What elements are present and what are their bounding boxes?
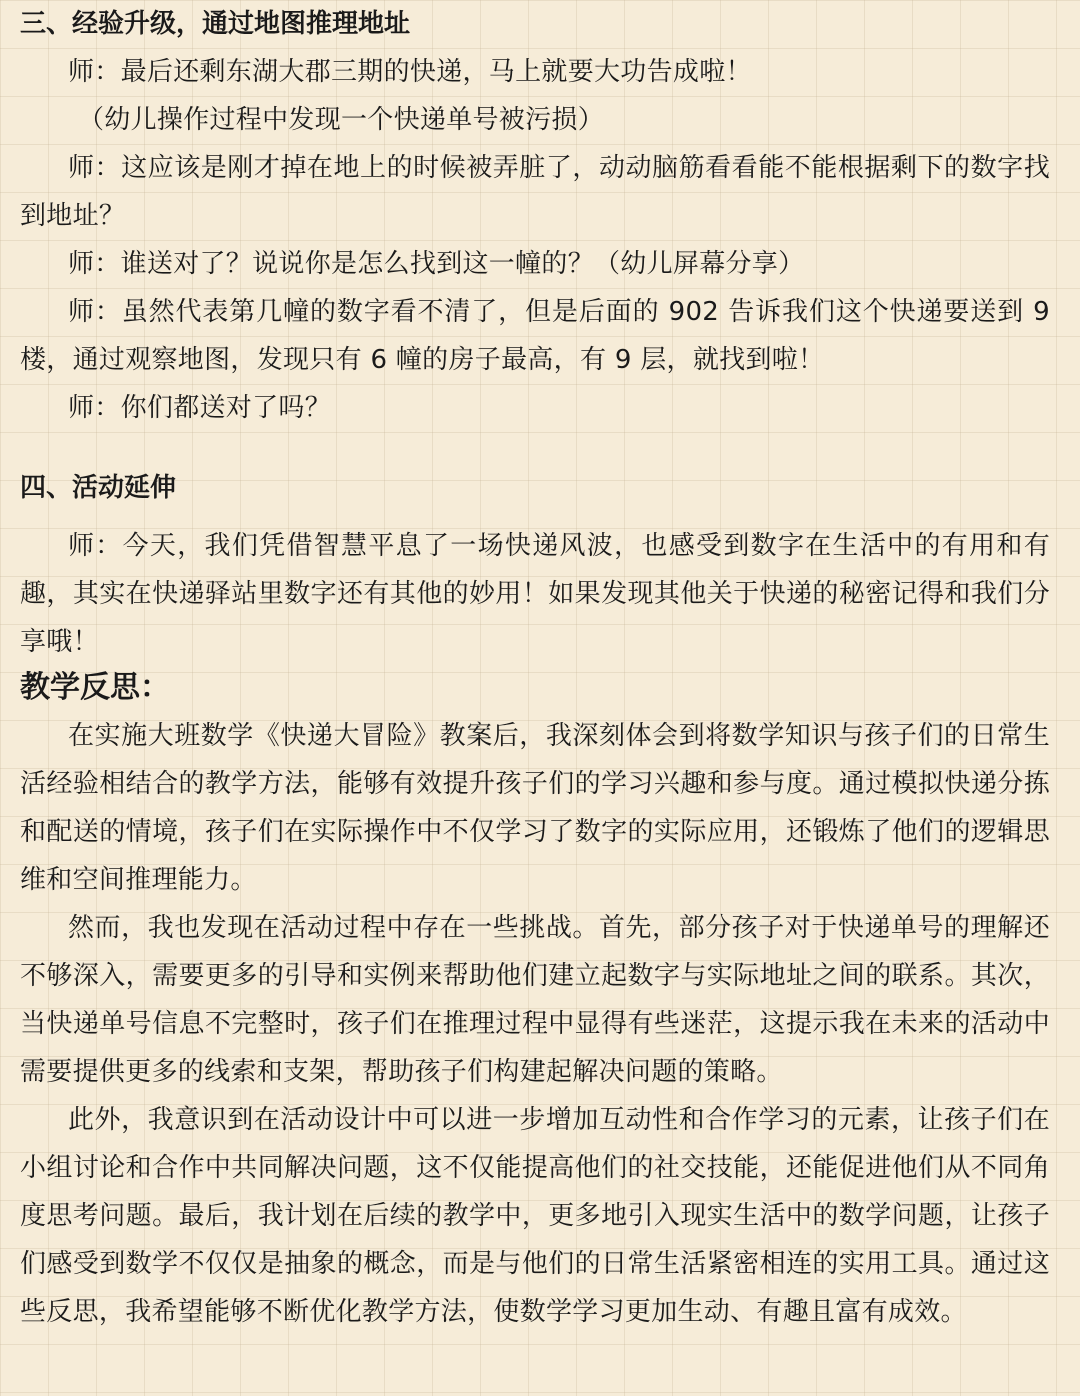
section-3-paragraph: 师：这应该是刚才掉在地上的时候被弄脏了，动动脑筋看看能不能根据剩下的数字找到地址？	[20, 153, 1050, 231]
reflection-title: 教学反思：	[20, 670, 170, 705]
section-3-paragraph: 师：最后还剩东湖大郡三期的快递，马上就要大功告成啦！	[68, 57, 752, 87]
section-4-paragraph: 师：今天，我们凭借智慧平息了一场快递风波，也感受到数字在生活中的有用和有趣，其实在快递驿站里数字还有其他的妙用！如果发现其他关于快递的秘密记得和我们分享哦！	[20, 531, 1050, 657]
section-4-heading: 四、活动延伸	[20, 473, 177, 503]
reflection-paragraph: 然而，我也发现在活动过程中存在一些挑战。首先，部分孩子对于快递单号的理解还不够深入，需要更多的引导和实例来帮助他们建立起数字与实际地址之间的联系。其次，当快递单号信息不完整时，孩子们在推理过程中显得有些迷茫，这提示我在未来的活动中需要提供更多的线索和支架，帮助孩子们构建起解决问题的策略。	[20, 913, 1050, 1087]
section-3-paragraph: 师：谁送对了？说说你是怎么找到这一幢的？（幼儿屏幕分享）	[68, 249, 805, 279]
reflection-paragraph: 在实施大班数学《快递大冒险》教案后，我深刻体会到将数学知识与孩子们的日常生活经验相结合的教学方法，能够有效提升孩子们的学习兴趣和参与度。通过模拟快递分拣和配送的情境，孩子们在实际操作中不仅学习了数字的实际应用，还锻炼了他们的逻辑思维和空间推理能力。	[20, 721, 1050, 895]
section-3-heading: 三、经验升级，通过地图推理地址	[20, 9, 411, 39]
section-3-paragraph: 师：虽然代表第几幢的数字看不清了，但是后面的 902 告诉我们这个快递要送到 9 楼，通过观察地图，发现只有 6 幢的房子最高，有 9 层，就找到啦！	[20, 297, 1050, 375]
teaching-reflection	[20, 664, 1050, 1336]
section-4	[20, 464, 1050, 666]
section-3-paragraph: （幼儿操作过程中发现一个快递单号被污损）	[78, 105, 605, 135]
reflection-paragraph: 此外，我意识到在活动设计中可以进一步增加互动性和合作学习的元素，让孩子们在小组讨论和合作中共同解决问题，这不仅能提高他们的社交技能，还能促进他们从不同角度思考问题。最后，我计划在后续的教学中，更多地引入现实生活中的数学问题，让孩子们感受到数学不仅仅是抽象的概念，而是与他们的日常生活紧密相连的实用工具。通过这些反思，我希望能够不断优化教学方法，使数学学习更加生动、有趣且富有成效。	[20, 1105, 1050, 1327]
section-3	[20, 0, 1050, 432]
section-3-paragraph: 师：你们都送对了吗？	[68, 393, 332, 423]
